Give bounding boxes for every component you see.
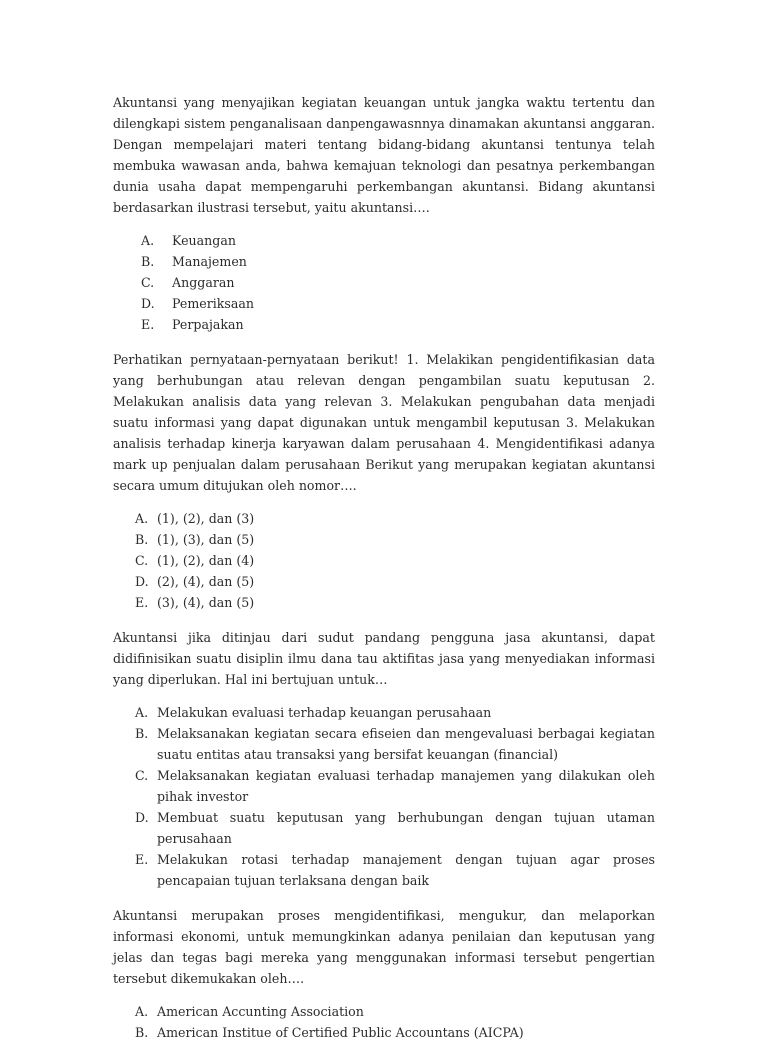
option-a: A. American Accunting Association	[135, 1004, 364, 1019]
question-3-text: Akuntansi jika ditinjau dari sudut pandang pengguna jasa akuntansi, dapat didifinisikan suatu disiplin ilmu dana tau aktifitas jasa yang menyediakan informasi yang diperlukan. Hal ini bertujuan untuk…	[113, 630, 655, 687]
option-c: C. (1), (2), dan (4)	[135, 553, 255, 568]
option-b: B. Melaksanakan kegiatan secara efiseien dan mengevaluasi berbagai kegiatan suatu entitas atau transaksi yang bersifat keuangan (financial)	[135, 726, 655, 762]
question-1-text: Akuntansi yang menyajikan kegiatan keuangan untuk jangka waktu tertentu dan dilengkapi sistem penganalisaan danpengawasnnya dinamakan akuntansi anggaran. Dengan mempelajari materi tentang bidang-bidang akuntansi tentunya telah membuka wawasan anda, bahwa kemajuan teknologi dan pesatnya perkembangan dunia usaha dapat mempengaruhi perkembangan akuntansi. Bidang akuntansi berdasarkan ilustrasi tersebut, yaitu akuntansi….	[113, 95, 655, 215]
option-c: C. Anggaran	[141, 275, 235, 290]
option-c: C. Melaksanakan kegiatan evaluasi terhadap manajemen yang dilakukan oleh pihak investor	[135, 768, 655, 804]
question-2-options	[113, 508, 655, 613]
option-e: E. (3), (4), dan (5)	[135, 595, 255, 610]
option-e: E. Melakukan rotasi terhadap manajement dengan tujuan agar proses pencapaian tujuan terlaksana dengan baik	[135, 852, 655, 888]
option-a: A. Melakukan evaluasi terhadap keuangan perusahaan	[135, 705, 492, 720]
option-b: B. Manajemen	[141, 254, 247, 269]
question-3-options	[113, 702, 655, 891]
question-4-text: Akuntansi merupakan proses mengidentifikasi, mengukur, dan melaporkan informasi ekonomi, untuk memungkinkan adanya penilaian dan keputusan yang jelas dan tegas bagi mereka yang menggunakan informasi tersebut pengertian tersebut dikemukakan oleh….	[113, 908, 655, 986]
option-a: A. Keuangan	[141, 233, 236, 248]
question-4-options	[113, 1001, 655, 1043]
option-d: D. Membuat suatu keputusan yang berhubungan dengan tujuan utaman perusahaan	[135, 810, 655, 846]
document-content	[113, 92, 655, 1057]
option-d: D. Pemeriksaan	[141, 296, 255, 311]
option-a: A. (1), (2), dan (3)	[135, 511, 255, 526]
question-1-options	[113, 230, 655, 335]
option-e: E. Perpajakan	[141, 317, 244, 332]
option-b: B. (1), (3), dan (5)	[135, 532, 255, 547]
question-2-text: Perhatikan pernyataan-pernyataan berikut! 1. Melakikan pengidentifikasian data yang berhubungan atau relevan dengan pengambilan suatu keputusan 2. Melakukan analisis data yang relevan 3. Melakukan pengubahan data menjadi suatu informasi yang dapat digunakan untuk mengambil keputusan 3. Melakukan analisis terhadap kinerja karyawan dalam perusahaan 4. Mengidentifikasi adanya mark up penjualan dalam perusahaan Berikut yang merupakan kegiatan akuntansi secara umum ditujukan oleh nomor….	[113, 352, 655, 493]
option-d: D. (2), (4), dan (5)	[135, 574, 255, 589]
option-b: B. American Institue of Certified Public Accountans (AICPA)	[135, 1025, 524, 1040]
